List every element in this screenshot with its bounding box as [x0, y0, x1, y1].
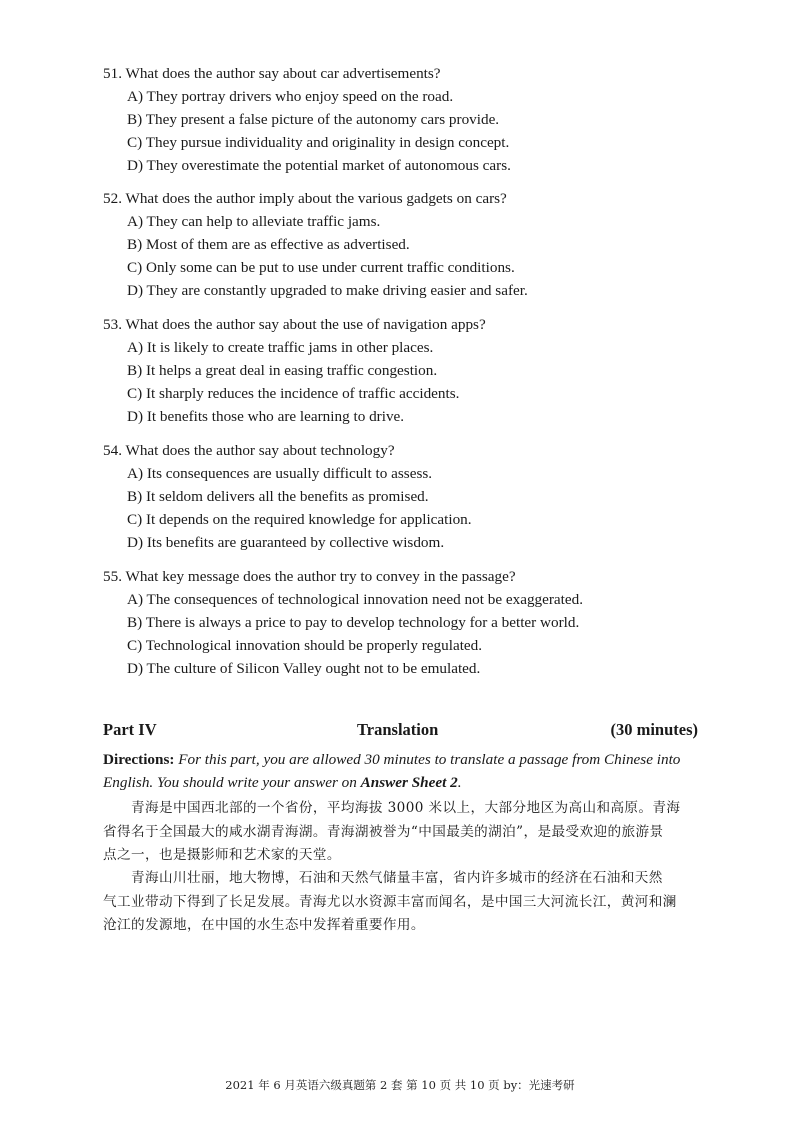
answer-option-b: B) Most of them are as effective as advertised.	[127, 236, 410, 253]
question-54	[103, 439, 723, 554]
answer-option-b: B) It helps a great deal in easing traffic congestion.	[127, 362, 438, 379]
answer-option-b: B) It seldom delivers all the benefits as promised.	[127, 488, 429, 505]
answer-option-b: B) There is always a price to pay to develop technology for a better world.	[127, 614, 580, 631]
part-header	[103, 720, 698, 744]
translation-passage-paragraph-1	[103, 797, 703, 868]
question-51	[103, 62, 723, 177]
passage-line: 省得名于全国最大的咸水湖青海湖。青海湖被誉为“中国最美的湖泊”，是最受欢迎的旅游景	[103, 823, 664, 840]
answer-option-c: C) They pursue individuality and originality in design concept.	[127, 134, 510, 151]
passage-line: 沧江的发源地，在中国的水生态中发挥着重要作用。	[103, 917, 425, 933]
question-stem: 54. What does the author say about technology?	[103, 442, 395, 459]
answer-option-d: D) Its benefits are guaranteed by collective wisdom.	[127, 534, 445, 551]
question-stem: 52. What does the author imply about the various gadgets on cars?	[103, 190, 507, 207]
directions-period: .	[457, 774, 462, 791]
directions-text-line-1: For this part, you are allowed 30 minutes to translate a passage from Chinese into	[178, 751, 681, 768]
passage-line: 青海山川壮丽，地大物博，石油和天然气储量丰富，省内许多城市的经济在石油和天然	[131, 870, 663, 886]
question-stem: 55. What key message does the author try to convey in the passage?	[103, 568, 516, 585]
answer-option-c: C) It sharply reduces the incidence of traffic accidents.	[127, 385, 460, 402]
answer-option-c: C) It depends on the required knowledge for application.	[127, 511, 472, 528]
answer-option-c: C) Only some can be put to use under current traffic conditions.	[127, 259, 515, 276]
part-time-limit: (30 minutes)	[610, 720, 698, 739]
directions-text-line-2: English. You should write your answer on	[103, 774, 361, 791]
question-55	[103, 565, 723, 680]
directions	[103, 748, 703, 794]
answer-option-d: D) It benefits those who are learning to drive.	[127, 408, 405, 425]
page-footer: 2021 年 6 月英语六级真题第 2 套 第 10 页 共 10 页 by：光速考研	[225, 1078, 575, 1092]
answer-option-d: D) They overestimate the potential market of autonomous cars.	[127, 157, 511, 174]
question-stem: 51. What does the author say about car advertisements?	[103, 65, 441, 82]
translation-passage-paragraph-2	[103, 867, 703, 938]
answer-option-b: B) They present a false picture of the autonomy cars provide.	[127, 111, 500, 128]
question-52	[103, 187, 723, 302]
answer-option-a: A) Its consequences are usually difficult to assess.	[127, 465, 433, 482]
answer-sheet-reference: Answer Sheet 2	[360, 774, 458, 791]
answer-option-a: A) They portray drivers who enjoy speed on the road.	[127, 88, 454, 105]
passage-line: 气工业带动下得到了长足发展。青海尤以水资源丰富而闻名，是中国三大河流长江，黄河和澜	[103, 893, 677, 910]
answer-option-a: A) They can help to alleviate traffic jams.	[127, 213, 381, 230]
question-53	[103, 313, 723, 428]
answer-option-a: A) The consequences of technological innovation need not be exaggerated.	[127, 591, 584, 608]
passage-line: 点之一，也是摄影师和艺术家的天堂。	[103, 847, 341, 863]
part-title: Translation	[357, 720, 439, 739]
answer-option-c: C) Technological innovation should be properly regulated.	[127, 637, 483, 654]
passage-line: 青海是中国西北部的一个省份，平均海拔 3000 米以上，大部分地区为高山和高原。青海	[131, 800, 681, 816]
part-label: Part IV	[103, 720, 157, 739]
question-stem: 53. What does the author say about the use of navigation apps?	[103, 316, 486, 333]
answer-option-a: A) It is likely to create traffic jams in other places.	[127, 339, 434, 356]
directions-label: Directions:	[103, 751, 175, 768]
answer-option-d: D) They are constantly upgraded to make driving easier and safer.	[127, 282, 528, 299]
answer-option-d: D) The culture of Silicon Valley ought not to be emulated.	[127, 660, 481, 677]
